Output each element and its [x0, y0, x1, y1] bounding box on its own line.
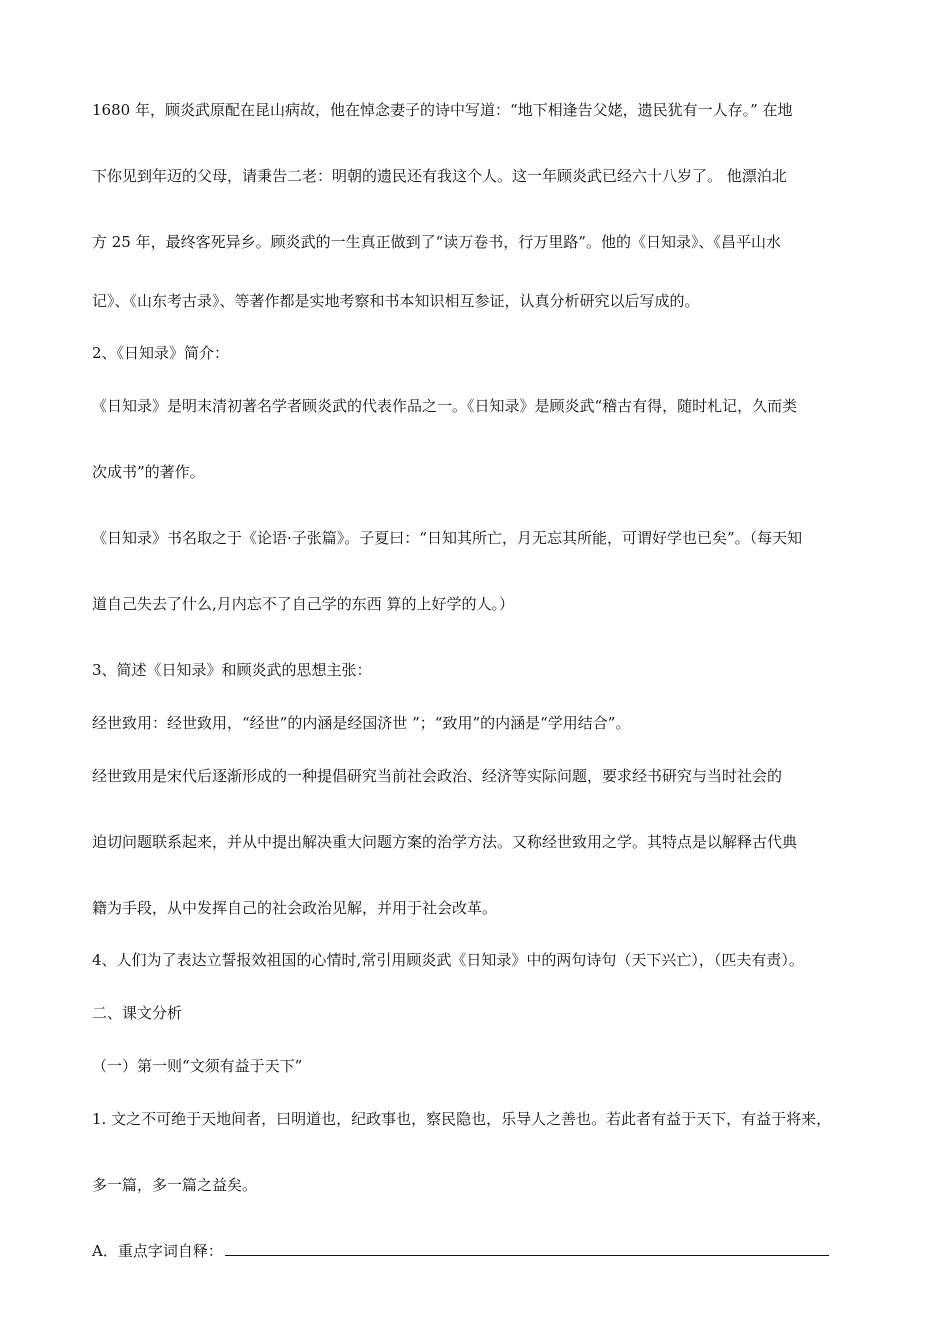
text-line: 二、课文分析: [92, 1004, 183, 1022]
text-line: 1. 文之不可绝于天地间者，曰明道也，纪政事也，察民隐也，乐导人之善也。若此者有益于天下，有益于将来，: [92, 1110, 832, 1128]
text-line: （一）第一则“文须有益于天下”: [92, 1057, 303, 1075]
paragraph-jingshi-zhiyong-explanation: [92, 750, 860, 934]
text-line: 经世致用：经世致用，“经世”的内涵是经国济世 ”；“致用”的内涵是“学用结合”。: [92, 714, 631, 732]
text-line: 道自己失去了什么,月内忘不了自己学的东西 算的上好学的人。）: [92, 595, 515, 613]
paragraph-jingshi-zhiyong-definition: [92, 697, 860, 750]
text-line: 次成书”的著作。: [92, 463, 205, 481]
text-line: 《日知录》是明末清初著名学者顾炎武的代表作品之一。《日知录》是顾炎武“稽古有得，随时札记，久而类: [92, 397, 798, 415]
section-heading-text-analysis: [92, 987, 860, 1040]
paragraph-gu-yanwu-biography: [92, 77, 860, 327]
text-line: 方 25 年，最终客死异乡。顾炎武的一生真正做到了“读万卷书，行万里路”。他的《日知录》、《昌平山水: [92, 233, 781, 251]
text-line: 4、人们为了表达立誓报效祖国的心情时,常引用顾炎武《日知录》中的两句诗句（天下兴亡），（匹夫有责）。: [92, 951, 804, 969]
text-line: 1680 年，顾炎武原配在昆山病故，他在悼念妻子的诗中写道：“地下相逢告父姥，遗民犹有一人存。” 在地: [92, 101, 793, 119]
exercise-label: A．重点字词自释：: [92, 1242, 223, 1260]
text-line: 2、《日知录》简介：: [92, 344, 230, 362]
document-body: [92, 77, 860, 1278]
text-line: 籍为手段，从中发挥自己的社会政治见解，并用于社会改革。: [92, 899, 498, 917]
section-heading-thought: [92, 644, 860, 697]
text-line: 下你见到年迈的父母，请秉告二老：明朝的遗民还有我这个人。这一年顾炎武已经六十八岁了。 他漂泊北: [92, 167, 787, 185]
paragraph-rizhilu-title-origin: [92, 512, 860, 644]
subsection-heading-first-rule: [92, 1040, 860, 1093]
paragraph-rizhilu-description: [92, 380, 860, 512]
text-line: 3、简述《日知录》和顾炎武的思想主张：: [92, 661, 372, 679]
text-line: 记》、《山东考古录》、等著作都是实地考察和书本知识相互参证，认真分析研究以后写成的。: [92, 292, 700, 310]
answer-blank-line[interactable]: [225, 1241, 829, 1256]
text-line: 多一篇，多一篇之益矣。: [92, 1176, 258, 1194]
paragraph-classical-text: [92, 1093, 860, 1225]
text-line: 迫切问题联系起来，并从中提出解决重大问题方案的治学方法。又称经世致用之学。其特点是以解释古代典: [92, 833, 798, 851]
paragraph-famous-quote: [92, 934, 860, 987]
text-line: 经世致用是宋代后逐渐形成的一种提倡研究当前社会政治、经济等实际问题，要求经书研究与当时社会的: [92, 767, 783, 785]
exercise-vocabulary: [92, 1225, 860, 1278]
text-line: 《日知录》书名取之于《论语·子张篇》。子夏曰：“日知其所亡，月无忘其所能，可谓好学也已矣”。（每天知: [92, 529, 803, 547]
section-heading-rizhilu-intro: [92, 327, 860, 380]
